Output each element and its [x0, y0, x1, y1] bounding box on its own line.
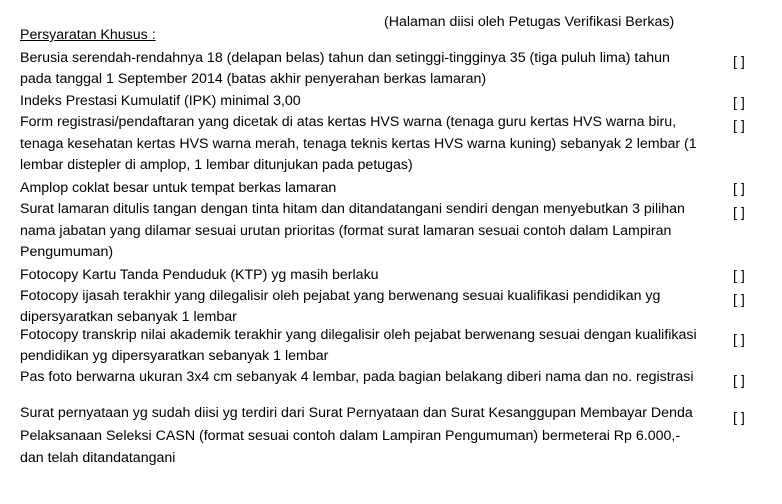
requirement-text: lembar distepler di amplop, 1 lembar ditunjukan pada petugas) [20, 157, 413, 173]
requirement-text: Berusia serendah-rendahnya 18 (delapan belas) tahun dan setinggi-tingginya 35 (tiga puluh lima) tahun [20, 50, 670, 66]
requirement-text: pendidikan yg dipersyaratkan sebanyak 1 lembar [20, 348, 329, 364]
requirement-text: Form registrasi/pendaftaran yang dicetak di atas kertas HVS warna (tenaga guru kertas HVS warna biru, [20, 114, 677, 130]
requirement-text: Surat pernyataan yg sudah diisi yg terdiri dari Surat Pernyataan dan Surat Kesanggupan Membayar Denda [20, 405, 693, 421]
requirement-text: Fotocopy Kartu Tanda Penduduk (KTP) yg masih berlaku [20, 267, 379, 283]
requirement-text: Pengumuman) [20, 244, 114, 260]
requirement-text: pada tanggal 1 September 2014 (batas akhir penyerahan berkas lamaran) [20, 71, 487, 87]
requirement-text: nama jabatan yang dilamar sesuai urutan prioritas (format surat lamaran sesuai contoh dalam Lampiran [20, 223, 672, 239]
section-title: Persyaratan Khusus : [20, 27, 156, 43]
requirement-text: Fotocopy transkrip nilai akademik terakhir yang dilegalisir oleh pejabat berwenang sesuai dengan kualifikasi [20, 327, 697, 343]
requirement-text: Pas foto berwarna ukuran 3x4 cm sebanyak 4 lembar, pada bagian belakang diberi nama dan no. registrasi [20, 369, 694, 385]
verification-checkbox[interactable]: [ ] [733, 118, 745, 134]
requirement-text: Indeks Prestasi Kumulatif (IPK) minimal 3,00 [20, 93, 301, 109]
requirement-text: Fotocopy ijasah terakhir yang dilegalisir oleh pejabat yang berwenang sesuai kualifikasi pendidikan yg [20, 288, 661, 304]
verification-checkbox[interactable]: [ ] [733, 410, 745, 426]
verification-checkbox[interactable]: [ ] [733, 292, 745, 308]
verification-checkbox[interactable]: [ ] [733, 54, 745, 70]
verification-checkbox[interactable]: [ ] [733, 95, 745, 111]
verification-checkbox[interactable]: [ ] [733, 373, 745, 389]
requirement-text: tenaga kesehatan kertas HVS warna merah, tenaga teknis kertas HVS warna kuning) sebanyak 2 lembar (1 [20, 136, 697, 152]
requirement-text: Amplop coklat besar untuk tempat berkas lamaran [20, 180, 337, 196]
requirement-text: Surat lamaran ditulis tangan dengan tinta hitam dan ditandatangani sendiri dengan menyebutkan 3 pilihan [20, 201, 685, 217]
verification-checkbox[interactable]: [ ] [733, 268, 745, 284]
verification-checkbox[interactable]: [ ] [733, 181, 745, 197]
requirement-text: dipersyaratkan sebanyak 1 lembar [20, 309, 237, 325]
verification-checkbox[interactable]: [ ] [733, 332, 745, 348]
requirement-text: dan telah ditandatangani [20, 450, 176, 466]
verification-checkbox[interactable]: [ ] [733, 205, 745, 221]
requirement-text: Pelaksanaan Seleksi CASN (format sesuai contoh dalam Lampiran Pengumuman) bermeterai Rp 6.000,- [20, 428, 681, 444]
verification-note: (Halaman diisi oleh Petugas Verifikasi Berkas) [384, 14, 675, 30]
